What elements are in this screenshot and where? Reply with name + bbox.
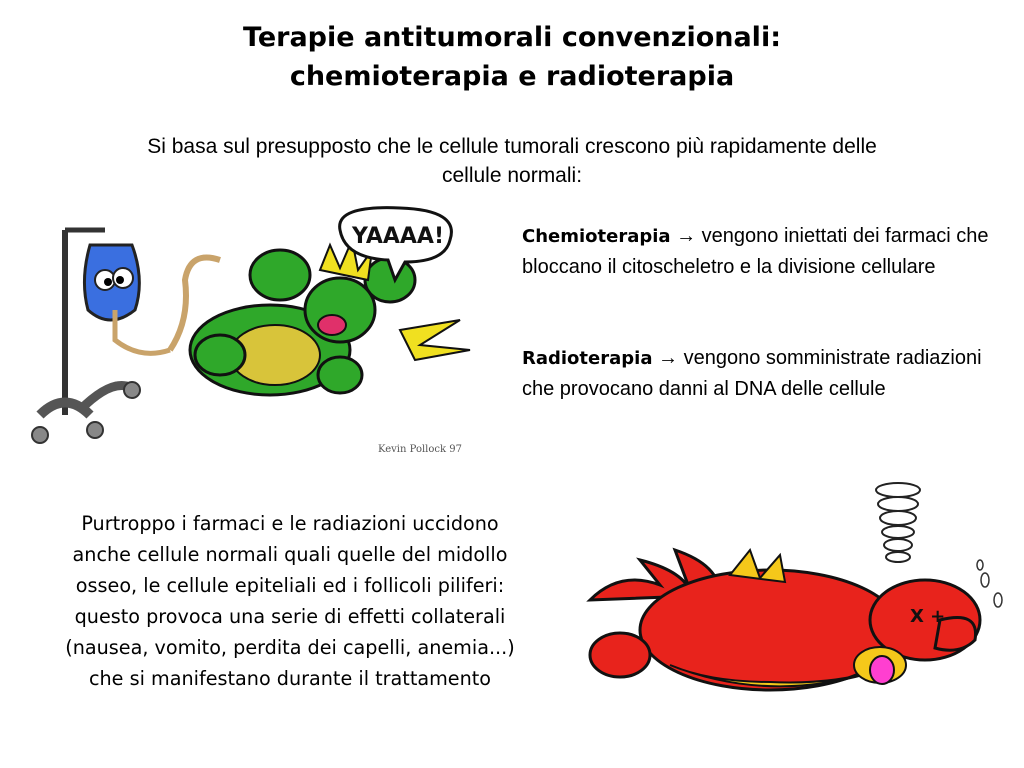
side-effects-line: osseo, le cellule epiteliali ed i follicoli piliferi: bbox=[75, 574, 505, 597]
drip-bag bbox=[84, 245, 170, 353]
green-dragon bbox=[190, 240, 470, 395]
sick-dragon-illustration bbox=[580, 470, 1010, 720]
speech-text: YAAAA! bbox=[352, 224, 444, 249]
slide-title bbox=[0, 18, 1024, 96]
artist-signature: Kevin Pollock 97 bbox=[378, 444, 462, 455]
arrow-right-icon: → bbox=[676, 225, 697, 247]
chemotherapy-paragraph bbox=[522, 221, 1017, 282]
intro-line-1: Si basa sul presupposto che le cellule tumorali crescono più rapidamente delle bbox=[147, 135, 877, 158]
side-effects-line: che si manifestano durante il trattamento bbox=[88, 667, 492, 690]
title-line-1: Terapie antitumorali convenzionali: bbox=[242, 22, 781, 53]
side-effects-line: Purtroppo i farmaci e le radiazioni uccidono bbox=[81, 512, 499, 535]
chemotherapy-description: vengono iniettati dei farmaci che bloccano il citoscheletro e la divisione cellulare bbox=[522, 225, 989, 278]
red-dragon bbox=[590, 550, 980, 690]
radiotherapy-description: vengono somministrate radiazioni che provocano danni al DNA delle cellule bbox=[522, 347, 982, 400]
title-line-2: chemioterapia e radioterapia bbox=[289, 61, 735, 92]
dizzy-spiral-icon bbox=[876, 483, 920, 562]
side-effects-line: questo provoca una serie di effetti collaterali bbox=[74, 605, 506, 628]
side-effects-line: anche cellule normali quali quelle del midollo bbox=[72, 543, 508, 566]
radiotherapy-paragraph bbox=[522, 343, 1017, 404]
side-effects-paragraph bbox=[10, 508, 570, 694]
dizzy-eyes: X + bbox=[910, 606, 946, 627]
chemo-dragon-illustration bbox=[20, 200, 500, 460]
chemotherapy-term: Chemioterapia bbox=[522, 226, 671, 247]
intro-line-2: cellule normali: bbox=[441, 164, 583, 187]
arrow-right-icon: → bbox=[658, 347, 679, 369]
sweat-drops bbox=[977, 560, 1002, 607]
side-effects-line: (nausea, vomito, perdita dei capelli, anemia...) bbox=[65, 636, 515, 659]
intro-text bbox=[30, 132, 994, 190]
radiotherapy-term: Radioterapia bbox=[522, 348, 653, 369]
